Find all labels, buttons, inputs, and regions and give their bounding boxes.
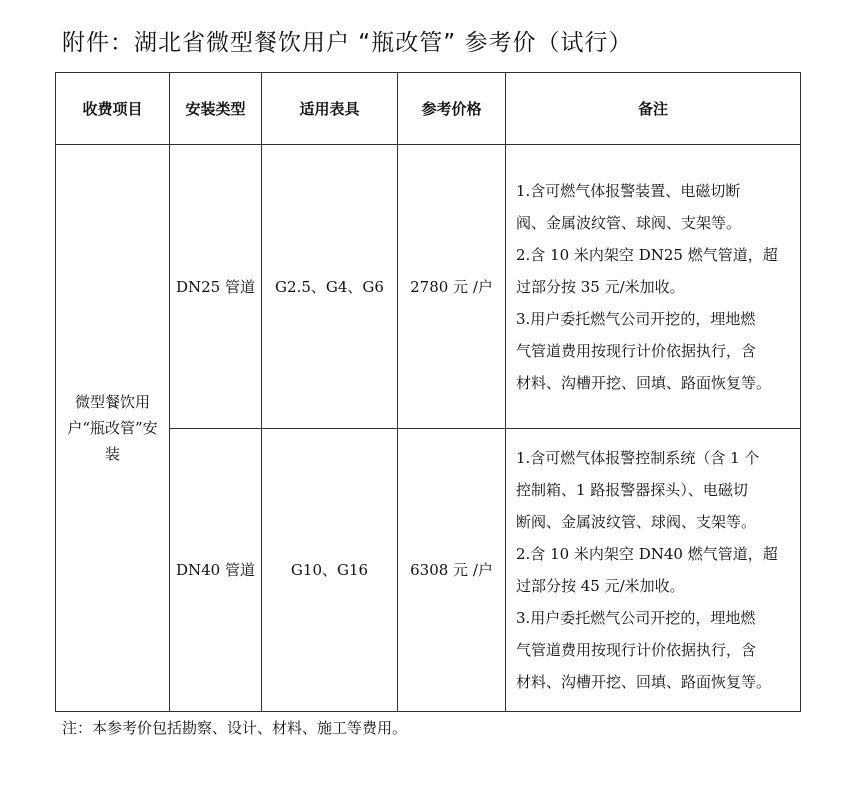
remark-line: 控制箱、1 路报警器探头）、电磁切 [516, 481, 748, 499]
header-fee-item: 收费项目 [56, 73, 170, 145]
remark-line: 断阀、金属波纹管、球阀、支架等。 [516, 513, 757, 531]
remark-line: 气管道费用按现行计价依据执行，含 [516, 641, 757, 659]
table-row [56, 145, 801, 429]
remark-line: 2.含 10 米内架空 DN25 燃气管道，超 [516, 245, 778, 264]
meters-cell: G2.5、G4、G6 [262, 145, 398, 429]
remarks-cell [506, 429, 801, 712]
remark-line: 1.含可燃气体报警装置、电磁切断 [516, 181, 741, 200]
remark-line: 2.含 10 米内架空 DN40 燃气管道，超 [516, 545, 778, 563]
remark-line: 气管道费用按现行计价依据执行，含 [516, 341, 757, 360]
remark-line: 过部分按 45 元/米加收。 [516, 577, 685, 595]
remark-line: 过部分按 35 元/米加收。 [516, 277, 685, 296]
remark-line: 3.用户委托燃气公司开挖的，埋地燃 [516, 609, 756, 627]
install-type-cell: DN40 管道 [170, 429, 262, 712]
remark-line: 阀、金属波纹管、球阀、支架等。 [516, 213, 742, 232]
table-header-row [56, 73, 801, 145]
header-meters: 适用表具 [262, 73, 398, 145]
header-install-type: 安装类型 [170, 73, 262, 145]
remark-line: 1.含可燃气体报警控制系统（含 1 个 [516, 449, 760, 467]
price-cell: 2780 元 /户 [398, 145, 506, 429]
remark-line: 材料、沟槽开挖、回填、路面恢复等。 [516, 673, 772, 691]
remarks-cell [506, 145, 801, 429]
remark-line: 3.用户委托燃气公司开挖的，埋地燃 [516, 309, 756, 328]
fee-item-cell: 微型餐饮用户“瓶改管”安装 [56, 145, 170, 712]
remark-line: 材料、沟槽开挖、回填、路面恢复等。 [516, 373, 772, 392]
install-type-cell: DN25 管道 [170, 145, 262, 429]
footnote: 注：本参考价包括勘察、设计、材料、施工等费用。 [62, 719, 408, 737]
price-table [55, 72, 801, 712]
document-title: 附件：湖北省微型餐饮用户 “瓶改管” 参考价（试行） [62, 30, 633, 56]
header-remarks: 备注 [506, 73, 801, 145]
header-price: 参考价格 [398, 73, 506, 145]
meters-cell: G10、G16 [262, 429, 398, 712]
price-cell: 6308 元 /户 [398, 429, 506, 712]
